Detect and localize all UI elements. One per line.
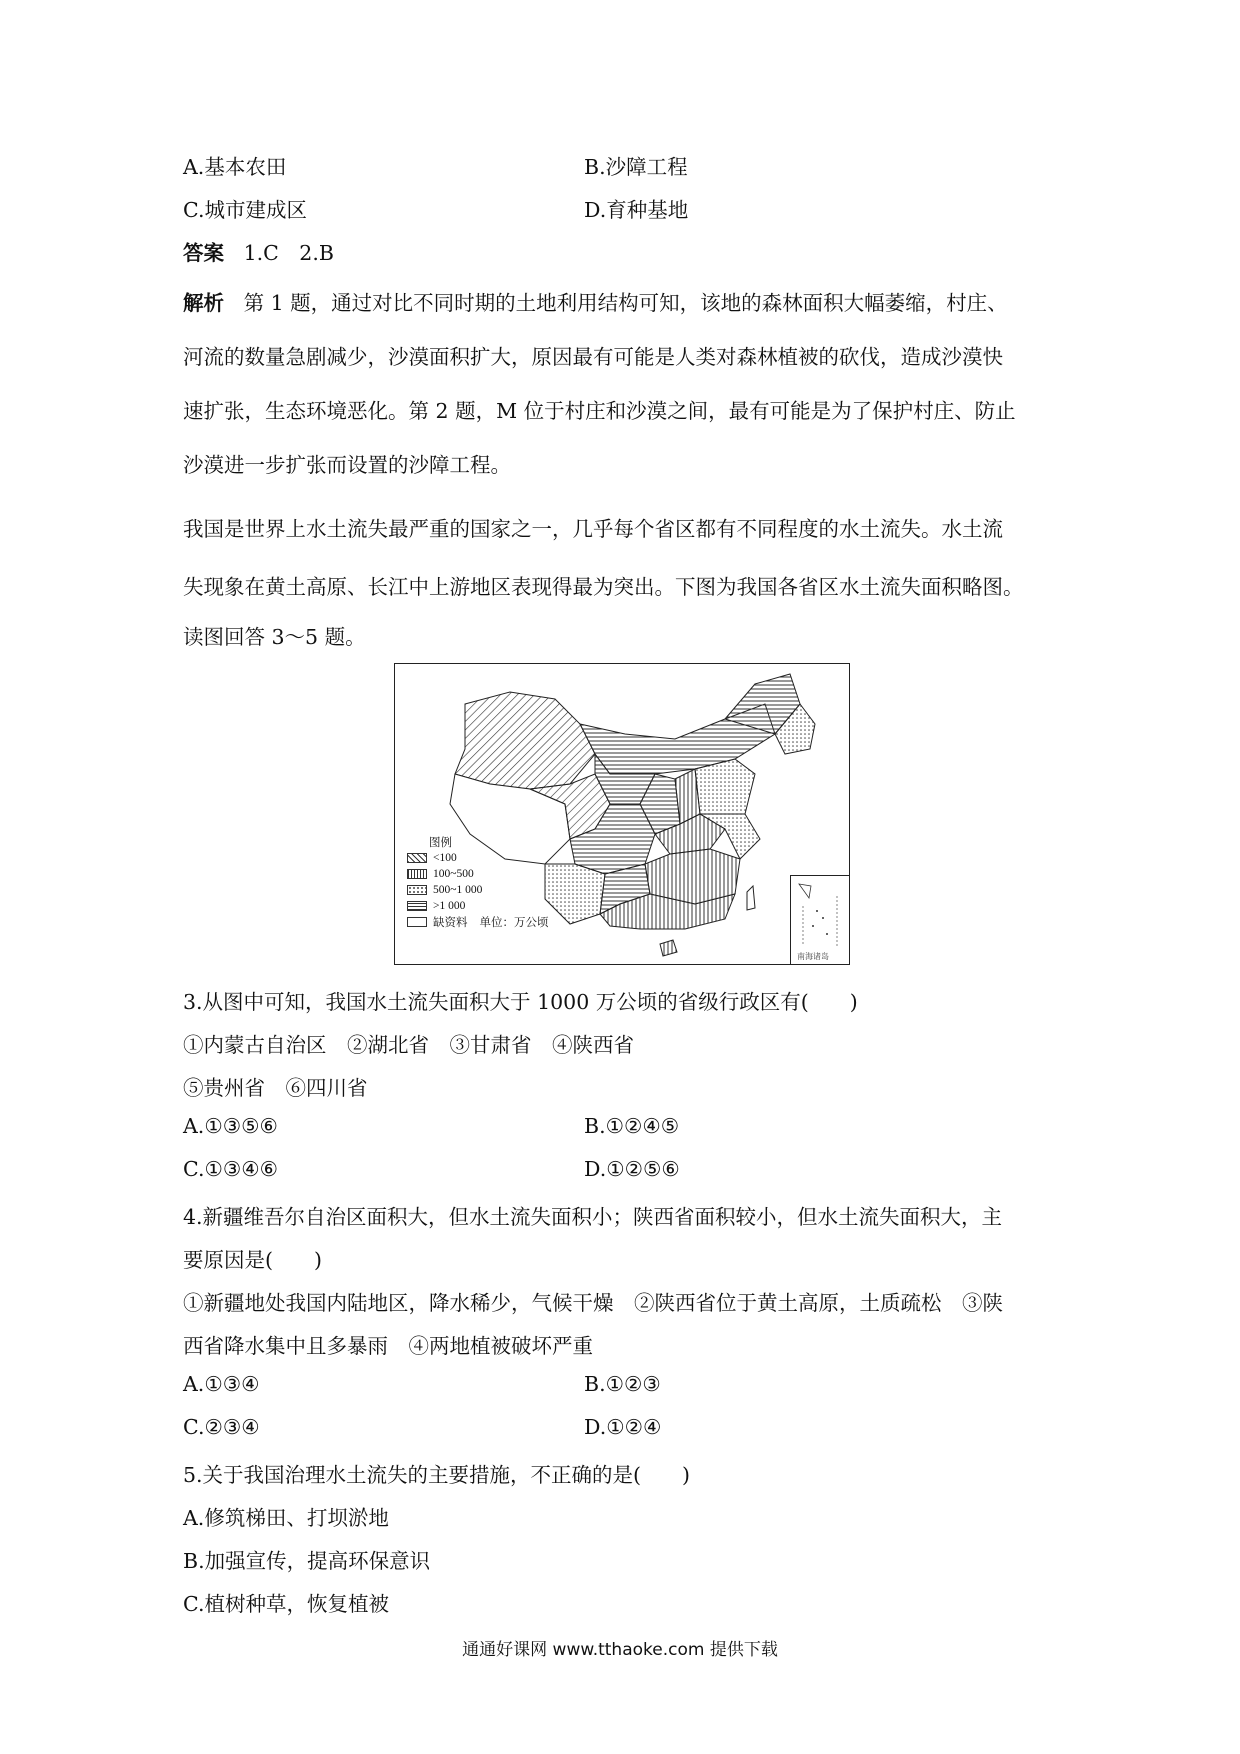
q4-option-c: C.②③④ xyxy=(183,1415,260,1439)
answer-line xyxy=(183,236,334,266)
analysis-paragraph xyxy=(183,276,1063,492)
analysis-line-4: 沙漠进一步扩张而设置的沙障工程。 xyxy=(183,453,511,477)
region-yunnan xyxy=(545,864,605,924)
south-china-sea-inset xyxy=(790,875,849,964)
legend-swatch-horiz xyxy=(407,901,427,911)
legend-item-no-data xyxy=(407,914,549,930)
analysis-line-2: 河流的数量急剧减少，沙漠面积扩大，原因最有可能是人类对森林植被的砍伐，造成沙漠快 xyxy=(183,345,1003,369)
q3-option-b: B.①②④⑤ xyxy=(584,1114,680,1138)
q3-option-d: D.①②⑤⑥ xyxy=(584,1157,680,1181)
legend-swatch-vert xyxy=(407,869,427,879)
q3-stem: 3.从图中可知，我国水土流失面积大于 1000 万公顷的省级行政区有( ) xyxy=(183,990,858,1014)
q4-stem-1: 4.新疆维吾尔自治区面积大，但水土流失面积小；陕西省面积较小，但水土流失面积大，主 xyxy=(183,1205,1003,1229)
q4-option-d: D.①②④ xyxy=(584,1415,662,1439)
q2-option-d: D.育种基地 xyxy=(584,198,689,222)
page-footer: 通通好课网 www.tthaoke.com 提供下载 xyxy=(462,1640,778,1660)
q4-option-a: A.①③④ xyxy=(183,1372,260,1396)
region-north-plain xyxy=(695,759,755,814)
intro-paragraph xyxy=(183,500,1063,616)
q2-option-c: C.城市建成区 xyxy=(183,198,307,222)
legend-item-500-1000 xyxy=(407,882,549,898)
analysis-line-3: 速扩张，生态环境恶化。第 2 题，M 位于村庄和沙漠之间，最有可能是为了保护村庄、防止 xyxy=(183,399,1016,423)
intro-line-1: 我国是世界上水土流失最严重的国家之一，几乎每个省区都有不同程度的水土流失。水土流 xyxy=(183,517,1003,541)
legend-title: 图例 xyxy=(429,837,452,849)
q5-option-c: C.植树种草，恢复植被 xyxy=(183,1592,389,1616)
q2-option-b: B.沙障工程 xyxy=(584,155,688,179)
intro-line-3: 读图回答 3～5 题。 xyxy=(183,625,366,649)
q3-option-a: A.①③⑤⑥ xyxy=(183,1114,278,1138)
analysis-line-1: 第 1 题，通过对比不同时期的土地利用结构可知，该地的森林面积大幅萎缩，村庄、 xyxy=(243,291,1008,315)
legend-unit: 单位：万公顷 xyxy=(479,917,549,929)
legend-label-no-data: 缺资料 xyxy=(433,917,468,929)
inset-label: 南海诸岛 xyxy=(797,952,829,961)
q4-items-1: ①新疆地处我国内陆地区，降水稀少，气候干燥 ②陕西省位于黄土高原，土质疏松 ③陕 xyxy=(183,1291,1003,1315)
region-xinjiang xyxy=(455,692,595,789)
legend-swatch-blank xyxy=(407,917,427,927)
q3-items-1: ①内蒙古自治区 ②湖北省 ③甘肃省 ④陕西省 xyxy=(183,1033,634,1057)
legend-label-lt100: <100 xyxy=(433,852,457,864)
legend-label-gt1000: >1 000 xyxy=(433,900,466,912)
legend-item-lt100 xyxy=(407,850,549,866)
q4-items-2: 西省降水集中且多暴雨 ④两地植被破坏严重 xyxy=(183,1334,593,1358)
q2-option-a: A.基本农田 xyxy=(183,155,287,179)
region-hainan xyxy=(660,940,677,956)
answer-label: 答案 xyxy=(183,241,224,265)
q3-items-2: ⑤贵州省 ⑥四川省 xyxy=(183,1076,368,1100)
legend-label-500-1000: 500~1 000 xyxy=(433,884,483,896)
soil-erosion-map xyxy=(394,663,850,965)
legend-label-100-500: 100~500 xyxy=(433,868,474,880)
q3-option-c: C.①③④⑥ xyxy=(183,1157,278,1181)
region-taiwan xyxy=(747,886,755,910)
analysis-label: 解析 xyxy=(183,291,224,315)
legend-swatch-diag xyxy=(407,853,427,863)
intro-line-2: 失现象在黄土高原、长江中上游地区表现得最为突出。下图为我国各省区水土流失面积略图。 xyxy=(183,575,1024,599)
q5-stem: 5.关于我国治理水土流失的主要措施，不正确的是( ) xyxy=(183,1463,691,1487)
q4-stem-2: 要原因是( ) xyxy=(183,1248,322,1272)
legend-item-100-500 xyxy=(407,866,549,882)
q5-option-a: A.修筑梯田、打坝淤地 xyxy=(183,1506,389,1530)
legend-item-gt1000 xyxy=(407,898,549,914)
legend-swatch-dots xyxy=(407,885,427,895)
q4-option-b: B.①②③ xyxy=(584,1372,661,1396)
answer-value: 1.C 2.B xyxy=(243,241,334,265)
q5-option-b: B.加强宣传，提高环保意识 xyxy=(183,1549,431,1573)
map-legend xyxy=(407,834,549,930)
